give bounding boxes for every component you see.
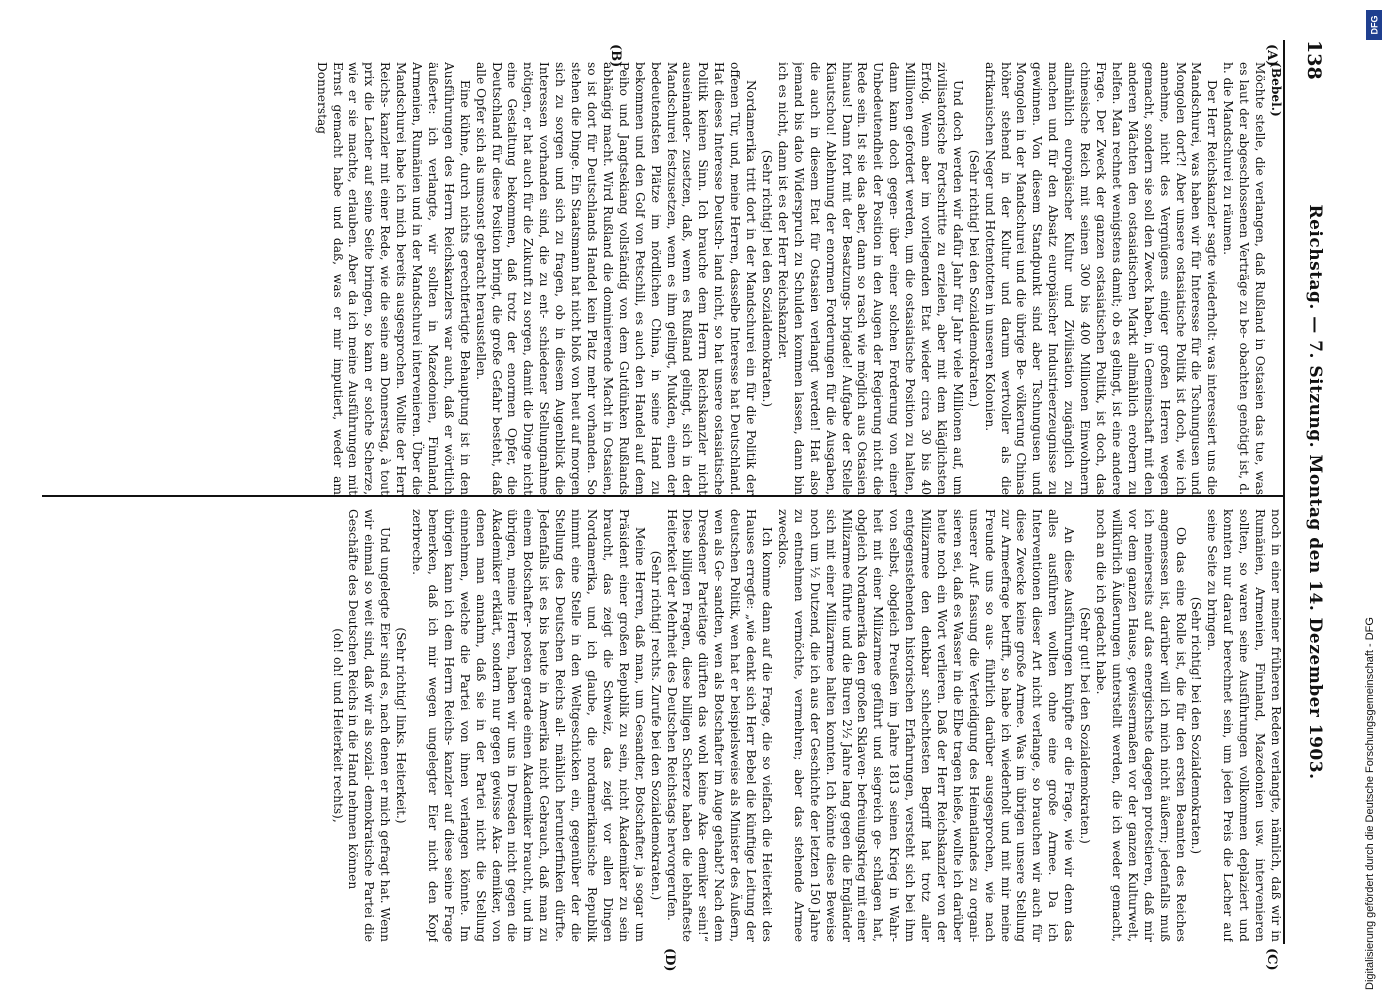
interjection: (Sehr richtig! bei den Sozialdemokraten.) — [1189, 596, 1204, 855]
right-column — [42, 509, 1283, 942]
margin-mark-d: (D) — [662, 948, 677, 972]
interjection: (Sehr gut! bei den Sozialdemokraten.) — [1078, 607, 1093, 844]
interjection: (Sehr richtig! rechts. Zurufe bei den Sozialdemokraten.) — [648, 550, 663, 901]
paragraph: Der Herr Reichskanzler sagte wiederholt: was interessiert uns die Mandschurei, was haben wir für Interesse für die Tschungusen und Mongolen dort?! Aber unsere ostasiatische Politik ist doch, wie ich annehme, nicht des Vergnügens einiger großen Herren wegen gemacht, sondern sie soll den Zweck haben, in Gemeinschaft mit den anderen Mächten den ostasiatischen Markt allmählich erobern zu helfen. Man rechnet wenigstens damit; ob es gelingt, ist eine andere Frage. Der Zweck der ganzen ostasiatischen Politik, ist doch, das chinesische Reich mit seinen 300 bis 400 Millionen Einwohnern allmählich europäischer Kultur und Zivilisation zugänglich zu machen und für den Absatz europäischer Industrieerzeugnisse zu gewinnen. Von diesem Standpunkt sind aber Tschungusen und Mongolen in der Mandschurei und die übrige Be- völkerung Chinas höher stehend in der Kultur und darum wertvoller als die afrikanischen Neger und Hottentotten in unseren Kolonien. — [982, 62, 1220, 495]
paragraph: Meine Herren, daß man, um Gesandter, Botschafter, ja sogar um Präsident einer großen Republik zu sein, nicht Akademiker zu sein braucht, das zeigt die Schweiz, das zeigt vor allen Dingen Nordamerika, und ich glaube, die nordamerikanische Republik nimmt eine Stelle in den Weltgeschicken ein, gegenüber der die Stellung des Deutschen Reichs all- mählich herunterfinken dürfte. Jedenfalls ist es bis heute in Amerika nicht Gebrauch, daß man zu einem Botschafter- posten gerade einen Akademiker braucht, und im übrigen, meine Herren, haben wir uns in Dresden nicht gegen die Akademiker erklärt, sondern nur gegen gewisse Aka- demiker, von denen man annahm, daß sie in der Partei nicht die Stellung einnehmen, welche die Partei von ihnen verlangen könnte. Im übrigen kann ich dem Herrn Reichs- kanzler auf diese seine Frage bemerken, daß ich mir wegen ungelegter Eier nicht den Kopf zerbreche. — [410, 509, 647, 942]
paragraph: Ich komme dann auf die Frage, die so vielfach die Heiterkeit des Hauses erregte: „wie denkt sich Herr Bebel die künftige Leitung der deutschen Politik, wen hat er beispielsweise als Minister des Äußern, wen als Ge- sandten, wen als Botschafter im Auge gehabt? Nach dem Dresdener Parteitage dürften das wohl keine Aka- demiker sein!“ Diese billigen Fragen, diese billigen Scherze haben die lebhafteste Heiterkeit der Mehrheit des Deutschen Reichstags hervorgerufen. — [664, 509, 774, 942]
paragraph: Nordamerika tritt dort in der Mandschurei ein für die Politik der offenen Tür, und, meine Herren, dasselbe Interesse hat Deutschland. Hat dieses Interesse Deutsch- land nicht, so hat unsere ostasiatische Politik keinen Sinn. Ich brauche dem Herrn Reichskanzler nicht auseinander- zusetzen, daß, wenn es Rußland gelingt, sich in der Mandschurei festzusetzen, wenn es ihm gelingt, Mukden, einen der bedeutendsten Plätze im nördlichen China, in seine Hand zu bekommen und den Golf von Petschili, es auch den Handel auf dem Peiho und Jangtsekiang vollständig von dem Gutdünken Rußlands abhängig macht. Wird Rußland die dominierende Macht in Ostasien, so ist dort für Deutschlands Handel kein Platz mehr vorhanden. So stehen die Dinge. Ein Staatsmann hat nicht bloß von heut auf morgen sich zu sorgen und sich zu fragen, ob in diesem Augenblick die Interessen vorhanden sind, die zu ent- schiedener Stellungnahme nötigen, er hat auch für die Zukunft zu sorgen, damit die Dinge nicht eine Gestaltung bekommen, daß trotz der enormen Opfer, die Deutschland für diese Position bringt, die große Gefahr besteht, daß alle Opfer sich als umsonst gebracht herausstellen. — [473, 62, 759, 495]
paragraph: Ob das eine Rolle ist, die für den ersten Beamten des Reiches angemessen ist, darüber will ich mich nicht äußern; jedenfalls muß ich meinerseits auf das energischste dagegen protestieren, daß mir vor dem ganzen Hause, gewissermaßen vor der ganzen Kulturwelt, willkürlich Äußerungen unterstellt werden, die ich weder gemacht, noch an die ich gedacht habe. — [1094, 509, 1188, 942]
paragraph: Und ungelegte Eier sind es, nach denen er mich gefragt hat. Wenn wir einmal so weit sind, daß wir als sozial- demokratische Partei die Geschäfte des Deutschen Reichs in die Hand nehmen können — [346, 509, 393, 942]
margin-mark-b: (B) — [608, 44, 623, 68]
interjection: (Sehr richtig! bei den Sozialdemokraten.) — [966, 149, 981, 408]
interjection: (Sehr richtig! bei den Sozialdemokraten.) — [760, 149, 774, 408]
interjection: (oh! oh! und Heiterkeit rechts), — [330, 628, 345, 823]
page-number: 138 — [1303, 40, 1325, 80]
paragraph: An diese Ausführungen knüpfte er die Frage, wie wir denn das alles ausführen wollten ohne eine große Armee. Da ich Interventionen dieser Art nicht verlange, so brauchen wir auch für diese Zwecke keine große Armee. Was im übrigen unsere Stellung zur Armeefrage betrifft, so habe ich wiederholt und mit mir meine Freunde uns so aus- führlich darüber ausgesprochen, wie nach unserer Auf- fassung die Verteidigung des Heimatlandes zu organi- sieren sei, daß es Wasser in die Elbe tragen hieße, wollte ich darüber heute noch ein Wort verlieren. Daß der Herr Reichskanzler von der Milizarmee den denkbar schlechtesten Begriff hat trotz aller entgegenstehenden historischen Erfahrungen, versteht sich bei ihm von selbst, obgleich Preußen im Jahre 1813 seinen Krieg in Wahr- heit mit einer Milizarmee geführt und siegreich ge- schlagen hat, obgleich Nordamerika den großen Sklaven- befreiungskrieg mit einer Milizarmee führte und die Buren 2½ Jahre lang gegen die Engländer sich mit einer Milizarmee halten konnten. Ich könnte diese Beweise noch um ½ Dutzend, die ich aus der Geschichte der letzten 150 Jahre zu entnehmen vermöchte, vermehren; aber das stehende Armee zwecklos. — [775, 509, 1077, 942]
interjection: (Sehr richtig! links. Heiterkeit.) — [394, 627, 409, 824]
text-body — [42, 40, 1283, 972]
margin-mark-a: (A) — [1264, 44, 1279, 67]
paragraph: noch in einer meiner früheren Reden verlangte, nämlich, daß wir in Rumänien, Armenien, Finnland, Mazedonien usw. intervenieren sollten, so waren seine Ausführungen vollkommen deplaziert und konnten nur darauf berechnet sein, um jeden Preis die Lacher auf seine Seite zu bringen. — [1205, 509, 1283, 942]
paragraph: Und doch werden wir dafür Jahr für Jahr viele Millionen auf, um zivilisatorische Fortschritte zu erzielen, aber mit dem kläglichsten Erfolg. Wenn aber im vorliegenden Etat wieder circa 30 bis 40 Millionen gefordert werden, um die ostasiatische Position zu halten, dann kann doch gegen- über einer solchen Forderung von einer Unbedeutendheit der Position in den Augen der Regierung nicht die Rede sein. Ist sie das aber, dann so rasch wie möglich aus Ostasien hinaus! Dann fort mit der Besatzungs- brigade! Aufgabe der Stelle Kiautschou! Ablehnung der enormen Forderungen für die Ausgaben, die auch in diesem Etat für Ostasien verlangt werden! Hat also jemand bis dato Widerspruch zu Schulden kommen lassen, dann bin ich es nicht, dann ist es der Herr Reichskanzler. — [775, 62, 965, 495]
page-header — [1283, 40, 1329, 944]
dfg-logo — [1366, 10, 1382, 40]
dfg-logo-text: DFG — [1369, 15, 1379, 35]
paragraph: Möchte stelle, die verlangen, daß Rußland in Ostasien das tue, was es laut der abgeschlossenen Verträge zu be- obachten genötigt ist, d. h. die Mandschurei zu räumen. — [1221, 62, 1268, 495]
running-head: Reichstag. — 7. Sitzung. Montag den 14. Dezember 1903. — [1305, 204, 1325, 780]
column-divider — [42, 495, 1283, 497]
speaker-label: (Bebel.) — [1269, 62, 1283, 117]
paragraph: Eine kühne, durch nichts gerechtfertigte Behauptung ist in den Ausführungen des Herrn Reichskanzlers war auch, daß er wörtlich äußerte: ich verlangte, wir sollten in Mazedonien, Finnland, Armenien, Rumänien und in der Mandschurei intervenieren. Über die Mandschurei habe ich mich bereits ausgesprochen. Wollte der Herr Reichs- kanzler mit einer Rede, wie die seine am Donnerstag, à tout prix die Lacher auf seine Seite bringen, so kann er solche Scherze, wie er sie machte, erlauben. Aber da ich meine Ausführungen mit Ernst gemacht habe und daß, was er mir imputiert, weder am Donnerstag — [314, 62, 472, 495]
margin-mark-c: (C) — [1264, 948, 1279, 971]
digitization-note: Digitalisierung gefördert durch die Deutsche Forschungsgemeinschaft - DFG — [1364, 617, 1376, 990]
left-column — [42, 62, 1283, 495]
